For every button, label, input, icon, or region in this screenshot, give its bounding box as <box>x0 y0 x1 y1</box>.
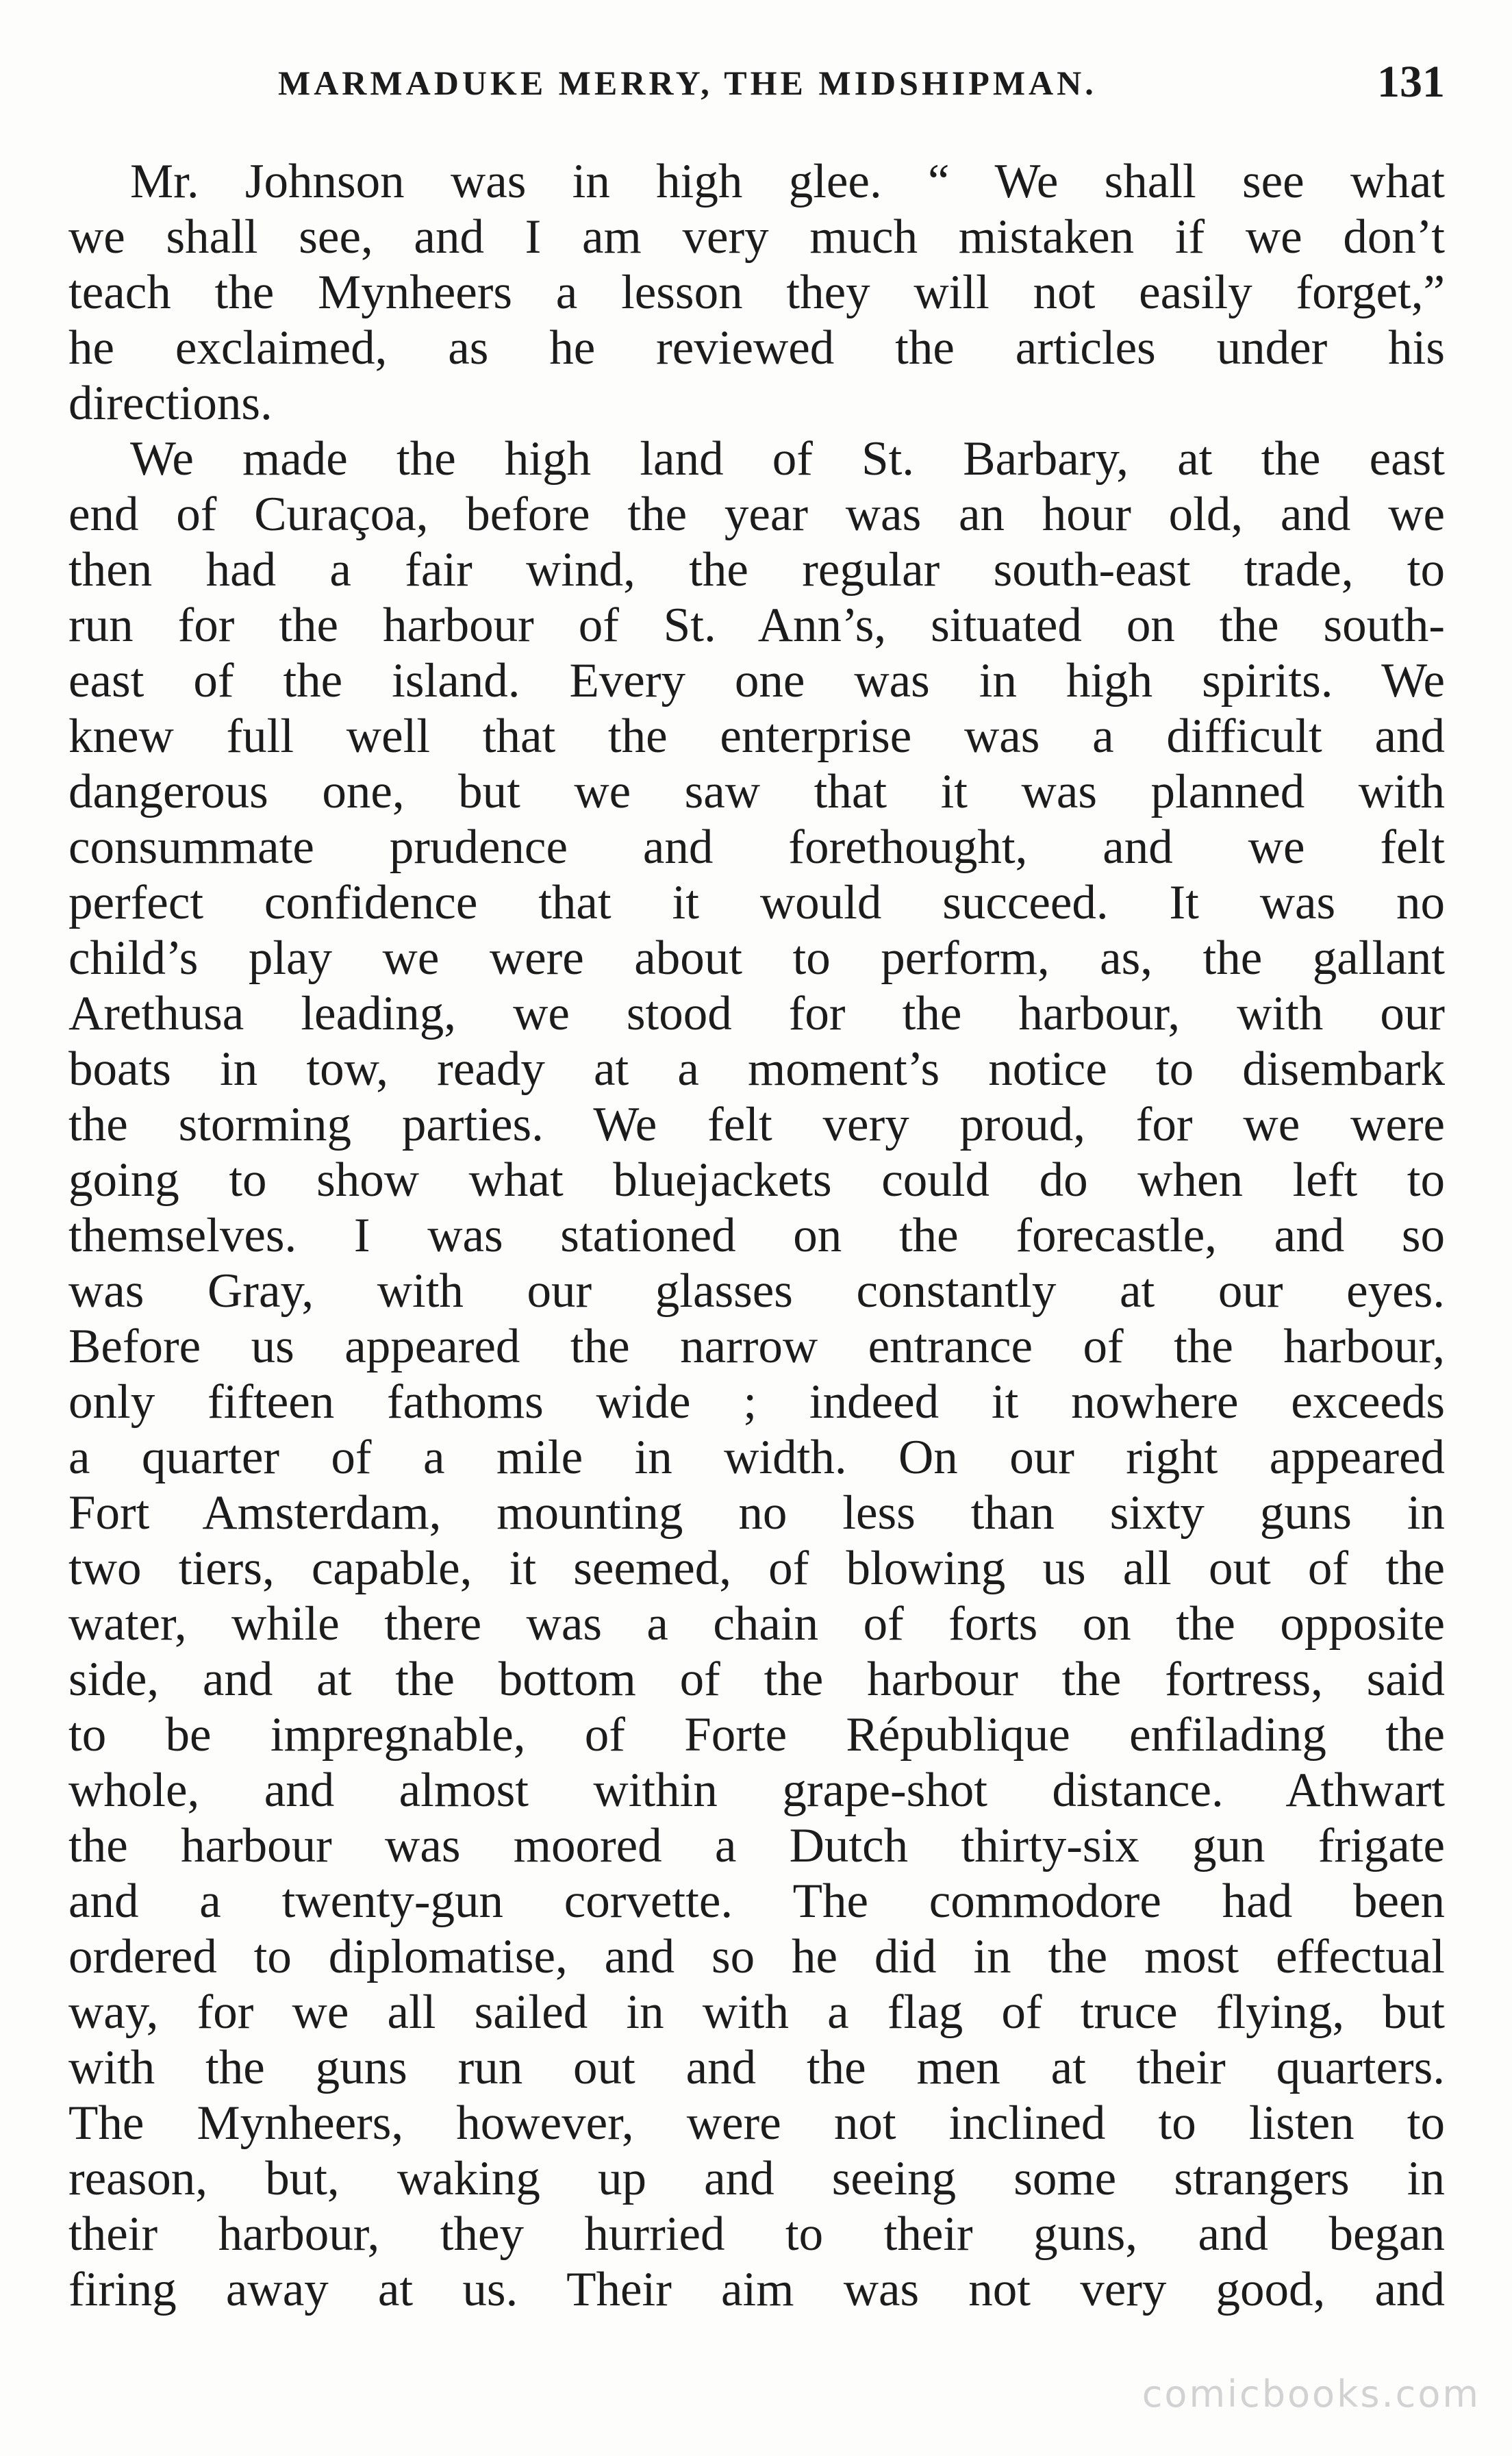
text-line: We made the high land of St. Barbary, at the east <box>130 432 1445 486</box>
body-text <box>68 154 1445 2318</box>
text-line: end of Curaçoa, before the year was an hour old, and we <box>68 488 1445 541</box>
text-line: directions. <box>68 377 273 430</box>
page-number: 131 <box>1377 57 1445 107</box>
text-line: Fort Amsterdam, mounting no less than sixty guns in <box>68 1486 1445 1540</box>
text-line: east of the island. Every one was in high spirits. We <box>68 654 1445 707</box>
text-line: and a twenty-gun corvette. The commodore had been <box>68 1875 1445 1928</box>
text-line: way, for we all sailed in with a flag of truce flying, but <box>68 1985 1445 2039</box>
watermark: comicbooks.com <box>1142 2372 1480 2416</box>
text-line: side, and at the bottom of the harbour the fortress, said <box>68 1653 1445 1706</box>
text-line: a quarter of a mile in width. On our right appeared <box>68 1431 1445 1484</box>
text-line: with the guns run out and the men at their quarters. <box>68 2041 1445 2094</box>
text-line: only fifteen fathoms wide ; indeed it nowhere exceeds <box>68 1375 1445 1429</box>
text-line: child’s play we were about to perform, as, the gallant <box>68 931 1445 985</box>
text-line: ordered to diplomatise, and so he did in the most effectual <box>68 1930 1445 1983</box>
text-line: consummate prudence and forethought, and we felt <box>68 820 1445 874</box>
text-line: to be impregnable, of Forte République enfilading the <box>68 1708 1445 1762</box>
text-line: firing away at us. Their aim was not very good, and <box>68 2263 1445 2316</box>
text-line: he exclaimed, as he reviewed the articles under his <box>68 321 1445 375</box>
text-line: their harbour, they hurried to their guns, and began <box>68 2207 1445 2261</box>
text-line: themselves. I was stationed on the forecastle, and so <box>68 1209 1445 1262</box>
text-line: teach the Mynheers a lesson they will not easily forget,” <box>68 266 1445 319</box>
text-line: the storming parties. We felt very proud, for we were <box>68 1098 1445 1151</box>
text-line: was Gray, with our glasses constantly at our eyes. <box>68 1264 1445 1318</box>
text-line: dangerous one, but we saw that it was planned with <box>68 765 1445 818</box>
text-line: The Mynheers, however, were not inclined to listen to <box>68 2096 1445 2150</box>
running-head <box>68 56 1445 118</box>
text-line: knew full well that the enterprise was a difficult and <box>68 710 1445 763</box>
text-line: then had a fair wind, the regular south-east trade, to <box>68 543 1445 597</box>
text-line: Before us appeared the narrow entrance of the harbour, <box>68 1320 1445 1373</box>
running-title: MARMADUKE MERRY, THE MIDSHIPMAN. <box>278 64 1097 102</box>
text-line: we shall see, and I am very much mistaken if we don’t <box>68 210 1445 264</box>
text-line: Arethusa leading, we stood for the harbour, with our <box>68 987 1445 1040</box>
text-line: two tiers, capable, it seemed, of blowing us all out of the <box>68 1542 1445 1595</box>
text-line: run for the harbour of St. Ann’s, situated on the south- <box>68 599 1445 652</box>
text-line: the harbour was moored a Dutch thirty-six gun frigate <box>68 1819 1445 1872</box>
text-line: boats in tow, ready at a moment’s notice to disembark <box>68 1042 1445 1096</box>
text-line: reason, but, waking up and seeing some strangers in <box>68 2152 1445 2205</box>
text-line: water, while there was a chain of forts on the opposite <box>68 1597 1445 1651</box>
text-line: perfect confidence that it would succeed. It was no <box>68 876 1445 929</box>
text-line: Mr. Johnson was in high glee. “ We shall see what <box>130 155 1445 208</box>
text-line: going to show what bluejackets could do when left to <box>68 1153 1445 1207</box>
text-line: whole, and almost within grape-shot distance. Athwart <box>68 1764 1445 1817</box>
